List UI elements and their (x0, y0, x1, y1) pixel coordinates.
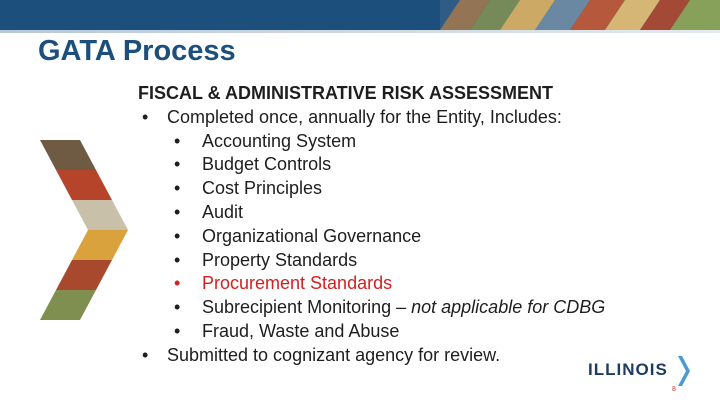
sub-bullet-text: Subrecipient Monitoring – (202, 297, 412, 318)
sub-bullet-text: Accounting System (202, 130, 357, 151)
sub-bullet-item (138, 201, 713, 225)
sub-bullet-item (138, 225, 713, 249)
sub-bullet-item (138, 177, 713, 201)
sub-bullet-text: Cost Principles (202, 178, 323, 199)
sub-bullet-text: Property Standards (202, 249, 358, 270)
sub-bullet-text: Budget Controls (202, 154, 332, 175)
bullet-item (138, 106, 713, 130)
bullet-text: Submitted to cognizant agency for review. (167, 344, 501, 365)
bullet-icon: • (174, 297, 181, 318)
bullet-icon: • (174, 130, 181, 151)
sub-bullet-item-highlighted (138, 272, 713, 296)
logo-wordmark: ILLINOIS (588, 360, 668, 379)
sub-bullet-text: Fraud, Waste and Abuse (202, 320, 400, 341)
sub-bullet-note: not applicable for CDBG (411, 297, 606, 318)
bullet-icon: • (174, 249, 181, 270)
sub-bullet-item (138, 153, 713, 177)
sub-bullet-item (138, 320, 713, 344)
sub-bullet-item (138, 249, 713, 273)
bullet-icon: • (174, 154, 181, 175)
sub-bullet-text: Audit (202, 201, 244, 222)
section-heading: FISCAL & ADMINISTRATIVE RISK ASSESSMENT (138, 83, 554, 103)
bullet-icon: • (174, 178, 181, 199)
bullet-icon: • (142, 106, 149, 127)
sub-bullet-text: Procurement Standards (202, 273, 393, 294)
slide-body (138, 82, 713, 368)
bullet-icon: • (174, 201, 181, 222)
bullet-icon: • (174, 225, 181, 246)
bullet-icon: • (142, 344, 149, 365)
sub-bullet-item (138, 296, 713, 320)
page-number: 8 (672, 386, 676, 393)
illinois-logo (588, 356, 698, 386)
header-photo-strip (440, 0, 720, 30)
bullet-text: Completed once, annually for the Entity, Includes: (167, 106, 562, 127)
logo-chevron-icon (678, 356, 690, 386)
title-rule (0, 30, 720, 33)
bullet-icon: • (174, 273, 181, 294)
sub-bullet-item (138, 130, 713, 154)
decorative-chevron-image (40, 140, 130, 320)
sub-bullet-text: Organizational Governance (202, 225, 422, 246)
slide-title: GATA Process (38, 35, 236, 67)
bullet-icon: • (174, 320, 181, 341)
